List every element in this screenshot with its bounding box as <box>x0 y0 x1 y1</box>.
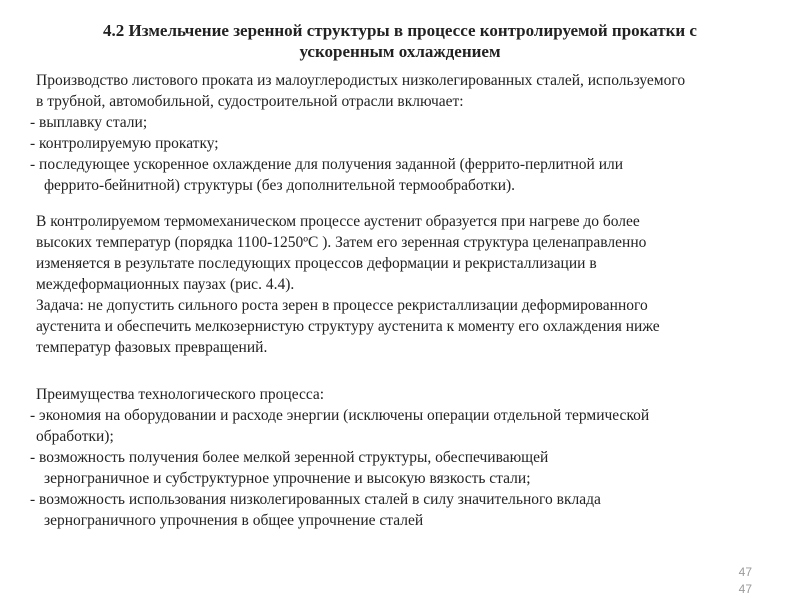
task-line: температур фазовых превращений. <box>36 339 268 356</box>
process-line: изменяется в результате последующих процессов деформации и рекристаллизации в <box>36 255 597 272</box>
title-line-1: 4.2 Измельчение зеренной структуры в процессе контролируемой прокатки с <box>103 21 697 40</box>
task-line: Задача: не допустить сильного роста зерен в процессе рекристаллизации деформированного <box>36 297 648 314</box>
intro-paragraph <box>0 70 685 196</box>
page-number: 47 <box>738 565 752 579</box>
advantages-list-item: - возможность использования низколегированных сталей в силу значительного вклада <box>30 491 601 508</box>
process-line: В контролируемом термомеханическом процессе аустенит образуется при нагреве до более <box>36 213 640 230</box>
advantages-list-item-continuation: обработки); <box>36 428 114 445</box>
advantages-list-item: - экономия на оборудовании и расходе энергии (исключены операции отдельной термической <box>30 407 650 424</box>
advantages-paragraph <box>0 384 649 531</box>
page-number: 47 <box>738 582 752 596</box>
process-line: высоких температур (порядка 1100-1250ºС ). Затем его зеренная структура целенаправленно <box>36 234 647 251</box>
intro-list-item: - выплавку стали; <box>30 114 148 131</box>
intro-list-item: - контролируемую прокатку; <box>30 135 219 152</box>
slide-title <box>60 20 740 62</box>
advantages-heading: Преимущества технологического процесса: <box>36 386 325 403</box>
intro-list-item-continuation: феррито-бейнитной) структуры (без дополнительной термообработки). <box>44 177 516 194</box>
title-line-2: ускоренным охлаждением <box>299 42 501 61</box>
advantages-list-item-continuation: зернограничное и субструктурное упрочнение и высокую вязкость стали; <box>44 470 531 487</box>
advantages-list-item: - возможность получения более мелкой зеренной структуры, обеспечивающей <box>30 449 549 466</box>
intro-list-item: - последующее ускоренное охлаждение для получения заданной (феррито-перлитной или <box>30 156 624 173</box>
intro-line: Производство листового проката из малоуглеродистых низколегированных сталей, используемого <box>36 72 686 89</box>
process-paragraph <box>0 211 660 358</box>
task-line: аустенита и обеспечить мелкозернистую структуру аустенита к моменту его охлаждения ниже <box>36 318 660 335</box>
process-line: междеформационных паузах (рис. 4.4). <box>36 276 295 293</box>
advantages-list-item-continuation: зернограничного упрочнения в общее упрочнение сталей <box>44 512 424 529</box>
intro-line: в трубной, автомобильной, судостроительной отрасли включает: <box>36 93 464 110</box>
